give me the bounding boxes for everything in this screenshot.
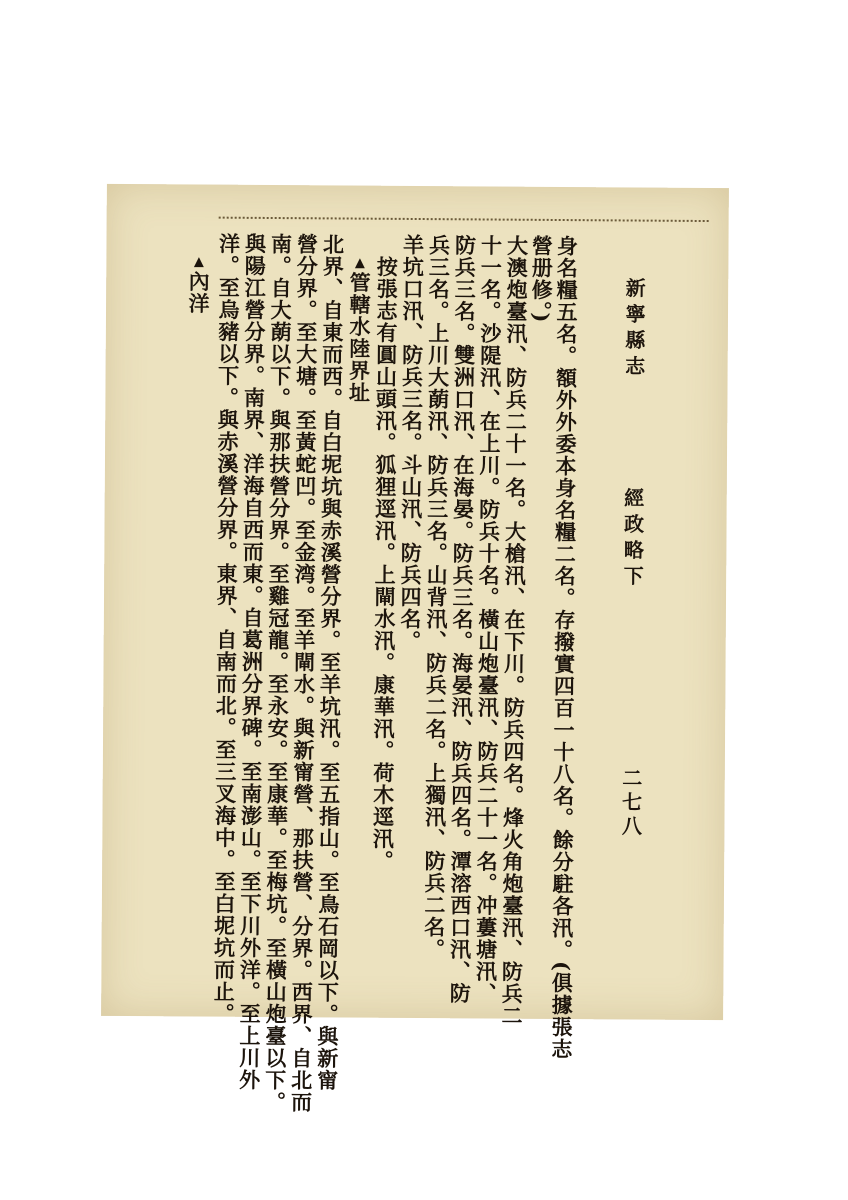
section-heading: ▲ 內洋: [186, 254, 210, 314]
text-column: 羊坑口汛、防兵三名。斗山汛、防兵四名。: [397, 233, 426, 653]
text-column: 營册修。): [528, 234, 555, 324]
text-column: 按張志有圓山頭汛。狐狸逕汛。上閘水汛。康華汛。荷木逕汛。: [370, 255, 400, 872]
text-column: 身名糧五名。額外外委本身名糧二名。存撥實四百一十八名。餘分駐各汛。(俱據張志: [548, 234, 580, 1061]
text-column: 營分界。至大塘。至黃蛇凹。至金湾。至羊閘水。與新甯營、那扶營、分界。西界、自北而: [288, 233, 320, 1114]
text-column: 洋。至烏豬以下。與赤溪營分界。東界、自南而北。至三叉海中。至白坭坑而止。: [211, 232, 242, 1025]
text-column: 南。自大蓢以下。與那扶營分界。至雞冠龍。至永安。至康華。至梅坑。至橫山炮臺以下。: [262, 232, 294, 1114]
book-title: 新寧縣志: [621, 277, 647, 382]
text-column: 兵三名。上川大蓢汛、防兵三名。山背汛、防兵二名。上獨汛、防兵二名。: [421, 234, 452, 961]
header-rule: [219, 217, 709, 222]
text-column: 大澳炮臺汛、防兵二十一名。大槍汛、在下川。防兵四名。烽火角炮臺汛、防兵二: [499, 234, 530, 1027]
text-column: 十一名。沙隄汛、在上川。防兵十名。橫山炮臺汛、防兵二十一名。冲蔞塘汛、: [473, 234, 504, 1005]
text-column: 與陽江營分界。南界、洋海自西而東。自葛洲分界碑。至南澎山。至下川外洋。至上川外: [236, 232, 268, 1091]
text-column: 防兵三名。雙洲口汛、在海晏。防兵三名。海晏汛、防兵四名。潭溶西口汛、防: [447, 234, 478, 1005]
document-page: [101, 184, 729, 1114]
section-heading: ▲ 管轄水陸界址: [346, 256, 371, 404]
text-column: 北界、自東而西。自白坭坑與赤溪營分界。至羊坑汛。至五指山。至鳥石岡以下。與新甯: [314, 233, 346, 1092]
page-number: 二七八: [618, 767, 643, 840]
section-title: 經政略下: [620, 487, 645, 592]
